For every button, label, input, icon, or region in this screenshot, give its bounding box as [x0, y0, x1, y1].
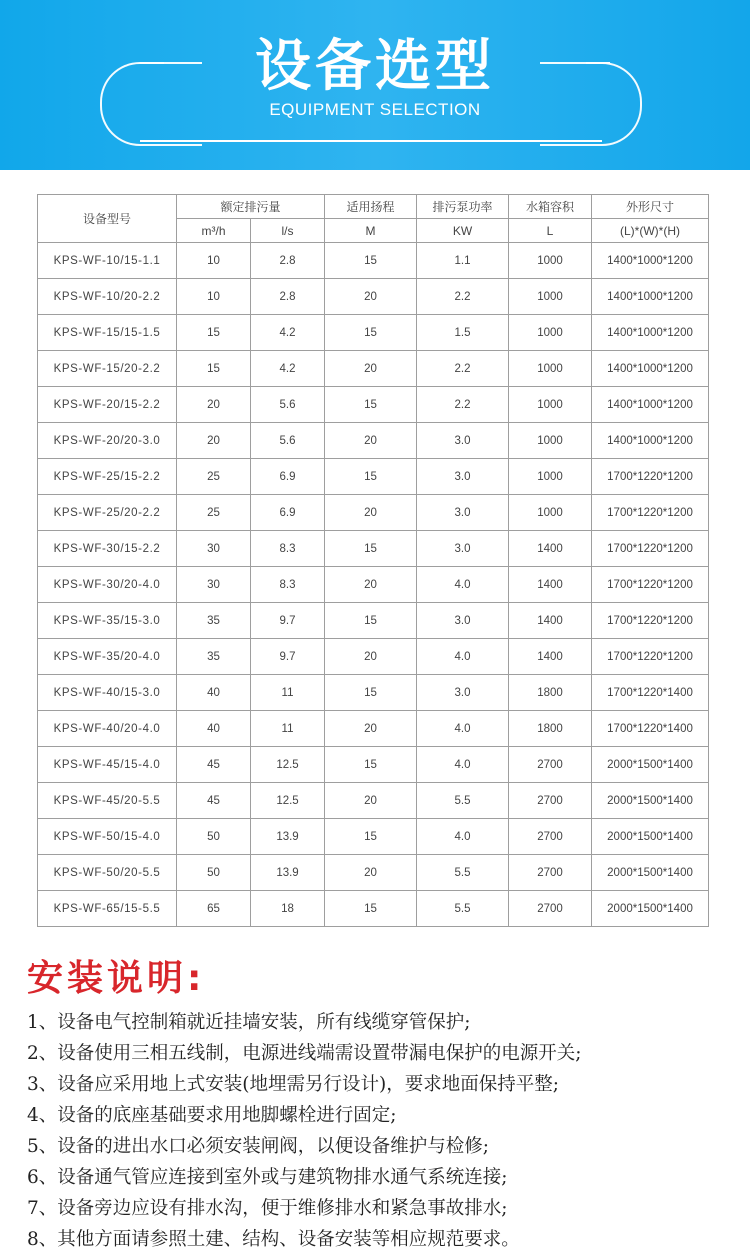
- table-row: [38, 747, 709, 783]
- cell-model: KPS-WF-15/20-2.2: [38, 351, 177, 387]
- cell-power: 2.2: [417, 351, 509, 387]
- unit-flow-ls: l/s: [251, 219, 325, 243]
- cell-size: 1700*1220*1200: [592, 639, 709, 675]
- cell-flow-m3h: 65: [177, 891, 251, 927]
- cell-head: 15: [325, 315, 417, 351]
- cell-power: 4.0: [417, 567, 509, 603]
- cell-flow-m3h: 50: [177, 819, 251, 855]
- cell-flow-ls: 11: [251, 711, 325, 747]
- cell-model: KPS-WF-25/20-2.2: [38, 495, 177, 531]
- table-row: [38, 315, 709, 351]
- cell-size: 1700*1220*1400: [592, 711, 709, 747]
- banner-line-bottom: [140, 140, 602, 142]
- cell-size: 2000*1500*1400: [592, 783, 709, 819]
- cell-power: 4.0: [417, 711, 509, 747]
- cell-model: KPS-WF-20/20-3.0: [38, 423, 177, 459]
- unit-power: KW: [417, 219, 509, 243]
- cell-tank: 2700: [509, 891, 592, 927]
- table-row: [38, 351, 709, 387]
- cell-head: 20: [325, 567, 417, 603]
- cell-tank: 1400: [509, 531, 592, 567]
- cell-model: KPS-WF-50/15-4.0: [38, 819, 177, 855]
- cell-head: 15: [325, 603, 417, 639]
- table-row: [38, 423, 709, 459]
- cell-model: KPS-WF-30/15-2.2: [38, 531, 177, 567]
- cell-flow-ls: 4.2: [251, 351, 325, 387]
- cell-flow-ls: 12.5: [251, 747, 325, 783]
- cell-flow-ls: 4.2: [251, 315, 325, 351]
- cell-model: KPS-WF-40/20-4.0: [38, 711, 177, 747]
- cell-flow-m3h: 45: [177, 783, 251, 819]
- install-item: 5、设备的进出水口必须安装闸阀，以便设备维护与检修;: [27, 1136, 490, 1157]
- cell-tank: 1800: [509, 711, 592, 747]
- cell-model: KPS-WF-35/20-4.0: [38, 639, 177, 675]
- cell-head: 15: [325, 531, 417, 567]
- header-power: 排污泵功率: [417, 195, 509, 219]
- cell-head: 20: [325, 639, 417, 675]
- cell-size: 1400*1000*1200: [592, 279, 709, 315]
- header-banner: [0, 0, 750, 170]
- cell-power: 3.0: [417, 675, 509, 711]
- cell-power: 4.0: [417, 639, 509, 675]
- header-head: 适用扬程: [325, 195, 417, 219]
- install-item: 8、其他方面请参照土建、结构、设备安装等相应规范要求。: [27, 1229, 520, 1250]
- cell-flow-ls: 2.8: [251, 279, 325, 315]
- cell-power: 2.2: [417, 279, 509, 315]
- cell-size: 1400*1000*1200: [592, 387, 709, 423]
- cell-flow-m3h: 25: [177, 459, 251, 495]
- cell-size: 2000*1500*1400: [592, 855, 709, 891]
- cell-head: 15: [325, 675, 417, 711]
- cell-size: 1700*1220*1200: [592, 495, 709, 531]
- cell-tank: 1000: [509, 459, 592, 495]
- unit-head: M: [325, 219, 417, 243]
- cell-tank: 2700: [509, 747, 592, 783]
- cell-flow-ls: 8.3: [251, 567, 325, 603]
- cell-flow-m3h: 20: [177, 423, 251, 459]
- cell-model: KPS-WF-45/15-4.0: [38, 747, 177, 783]
- cell-power: 3.0: [417, 531, 509, 567]
- cell-size: 2000*1500*1400: [592, 747, 709, 783]
- cell-head: 20: [325, 351, 417, 387]
- cell-tank: 2700: [509, 855, 592, 891]
- cell-flow-m3h: 30: [177, 531, 251, 567]
- table-row: [38, 891, 709, 927]
- install-item: 7、设备旁边应设有排水沟，便于维修排水和紧急事故排水;: [27, 1198, 508, 1219]
- cell-flow-ls: 12.5: [251, 783, 325, 819]
- cell-flow-ls: 13.9: [251, 855, 325, 891]
- cell-power: 5.5: [417, 783, 509, 819]
- cell-head: 15: [325, 459, 417, 495]
- cell-flow-m3h: 35: [177, 603, 251, 639]
- cell-size: 1400*1000*1200: [592, 423, 709, 459]
- cell-size: 2000*1500*1400: [592, 819, 709, 855]
- install-item: 3、设备应采用地上式安装(地埋需另行设计)，要求地面保持平整;: [27, 1074, 559, 1095]
- cell-head: 20: [325, 783, 417, 819]
- cell-size: 1700*1220*1200: [592, 603, 709, 639]
- table-row: [38, 495, 709, 531]
- cell-flow-ls: 9.7: [251, 603, 325, 639]
- table-row: [38, 567, 709, 603]
- cell-flow-ls: 11: [251, 675, 325, 711]
- cell-head: 15: [325, 243, 417, 279]
- install-section: [27, 950, 582, 1255]
- page-subtitle: EQUIPMENT SELECTION: [269, 100, 481, 119]
- table-row: [38, 675, 709, 711]
- cell-model: KPS-WF-30/20-4.0: [38, 567, 177, 603]
- cell-tank: 1000: [509, 243, 592, 279]
- cell-model: KPS-WF-65/15-5.5: [38, 891, 177, 927]
- table-row: [38, 603, 709, 639]
- cell-flow-ls: 9.7: [251, 639, 325, 675]
- cell-head: 20: [325, 855, 417, 891]
- cell-flow-m3h: 15: [177, 351, 251, 387]
- cell-flow-m3h: 40: [177, 711, 251, 747]
- cell-tank: 1400: [509, 567, 592, 603]
- cell-flow-m3h: 50: [177, 855, 251, 891]
- cell-tank: 1800: [509, 675, 592, 711]
- cell-tank: 1000: [509, 351, 592, 387]
- cell-flow-m3h: 35: [177, 639, 251, 675]
- header-size: 外形尺寸: [592, 195, 709, 219]
- install-list: [27, 1007, 582, 1255]
- cell-tank: 1000: [509, 387, 592, 423]
- cell-model: KPS-WF-10/15-1.1: [38, 243, 177, 279]
- cell-head: 15: [325, 891, 417, 927]
- cell-power: 1.1: [417, 243, 509, 279]
- table-row: [38, 459, 709, 495]
- cell-size: 1700*1220*1200: [592, 567, 709, 603]
- cell-flow-m3h: 40: [177, 675, 251, 711]
- cell-flow-ls: 6.9: [251, 459, 325, 495]
- table-row: [38, 855, 709, 891]
- cell-model: KPS-WF-35/15-3.0: [38, 603, 177, 639]
- page-title: 设备选型: [255, 34, 495, 99]
- cell-head: 15: [325, 387, 417, 423]
- cell-size: 1400*1000*1200: [592, 243, 709, 279]
- cell-power: 2.2: [417, 387, 509, 423]
- cell-size: 1700*1220*1200: [592, 531, 709, 567]
- cell-flow-ls: 5.6: [251, 423, 325, 459]
- table-row: [38, 387, 709, 423]
- cell-flow-ls: 8.3: [251, 531, 325, 567]
- cell-power: 3.0: [417, 459, 509, 495]
- cell-power: 1.5: [417, 315, 509, 351]
- cell-tank: 1400: [509, 639, 592, 675]
- cell-size: 1400*1000*1200: [592, 315, 709, 351]
- cell-flow-m3h: 45: [177, 747, 251, 783]
- unit-size: (L)*(W)*(H): [592, 219, 709, 243]
- cell-power: 5.5: [417, 891, 509, 927]
- cell-flow-m3h: 15: [177, 315, 251, 351]
- install-item: 2、设备使用三相五线制，电源进线端需设置带漏电保护的电源开关;: [27, 1043, 582, 1064]
- table-row: [38, 783, 709, 819]
- table-row: [38, 531, 709, 567]
- cell-size: 1700*1220*1400: [592, 675, 709, 711]
- cell-flow-m3h: 25: [177, 495, 251, 531]
- unit-flow-m3h: m³/h: [177, 219, 251, 243]
- header-flow: 额定排污量: [177, 195, 325, 219]
- cell-power: 3.0: [417, 495, 509, 531]
- cell-head: 20: [325, 711, 417, 747]
- cell-tank: 2700: [509, 819, 592, 855]
- cell-model: KPS-WF-25/15-2.2: [38, 459, 177, 495]
- cell-power: 5.5: [417, 855, 509, 891]
- cell-model: KPS-WF-15/15-1.5: [38, 315, 177, 351]
- cell-tank: 1000: [509, 423, 592, 459]
- cell-flow-ls: 6.9: [251, 495, 325, 531]
- table-row: [38, 711, 709, 747]
- cell-model: KPS-WF-40/15-3.0: [38, 675, 177, 711]
- cell-head: 20: [325, 423, 417, 459]
- cell-head: 15: [325, 747, 417, 783]
- cell-size: 2000*1500*1400: [592, 891, 709, 927]
- cell-flow-m3h: 10: [177, 243, 251, 279]
- cell-head: 20: [325, 495, 417, 531]
- table-row: [38, 639, 709, 675]
- cell-flow-ls: 13.9: [251, 819, 325, 855]
- install-item: 1、设备电气控制箱就近挂墙安装，所有线缆穿管保护;: [27, 1012, 471, 1033]
- cell-flow-ls: 18: [251, 891, 325, 927]
- table-row: [38, 243, 709, 279]
- cell-flow-ls: 5.6: [251, 387, 325, 423]
- cell-power: 4.0: [417, 819, 509, 855]
- header-tank: 水箱容积: [509, 195, 592, 219]
- cell-flow-ls: 2.8: [251, 243, 325, 279]
- cell-model: KPS-WF-50/20-5.5: [38, 855, 177, 891]
- header-model: 设备型号: [38, 195, 177, 243]
- cell-flow-m3h: 10: [177, 279, 251, 315]
- table-row: [38, 279, 709, 315]
- cell-flow-m3h: 30: [177, 567, 251, 603]
- cell-size: 1700*1220*1200: [592, 459, 709, 495]
- cell-tank: 1000: [509, 279, 592, 315]
- install-item: 6、设备通气管应连接到室外或与建筑物排水通气系统连接;: [27, 1167, 508, 1188]
- table-header-row: [38, 195, 709, 219]
- cell-power: 3.0: [417, 603, 509, 639]
- table-body: [38, 243, 709, 927]
- cell-tank: 1400: [509, 603, 592, 639]
- cell-tank: 1000: [509, 495, 592, 531]
- unit-tank: L: [509, 219, 592, 243]
- cell-power: 4.0: [417, 747, 509, 783]
- cell-model: KPS-WF-45/20-5.5: [38, 783, 177, 819]
- cell-power: 3.0: [417, 423, 509, 459]
- spec-table-wrapper: [37, 194, 708, 927]
- cell-size: 1400*1000*1200: [592, 351, 709, 387]
- cell-tank: 1000: [509, 315, 592, 351]
- install-item: 4、设备的底座基础要求用地脚螺栓进行固定;: [27, 1105, 397, 1126]
- cell-model: KPS-WF-20/15-2.2: [38, 387, 177, 423]
- cell-model: KPS-WF-10/20-2.2: [38, 279, 177, 315]
- install-title: 安装说明:: [27, 958, 206, 999]
- cell-head: 15: [325, 819, 417, 855]
- table-row: [38, 819, 709, 855]
- cell-head: 20: [325, 279, 417, 315]
- cell-tank: 2700: [509, 783, 592, 819]
- spec-table: [37, 194, 709, 927]
- cell-flow-m3h: 20: [177, 387, 251, 423]
